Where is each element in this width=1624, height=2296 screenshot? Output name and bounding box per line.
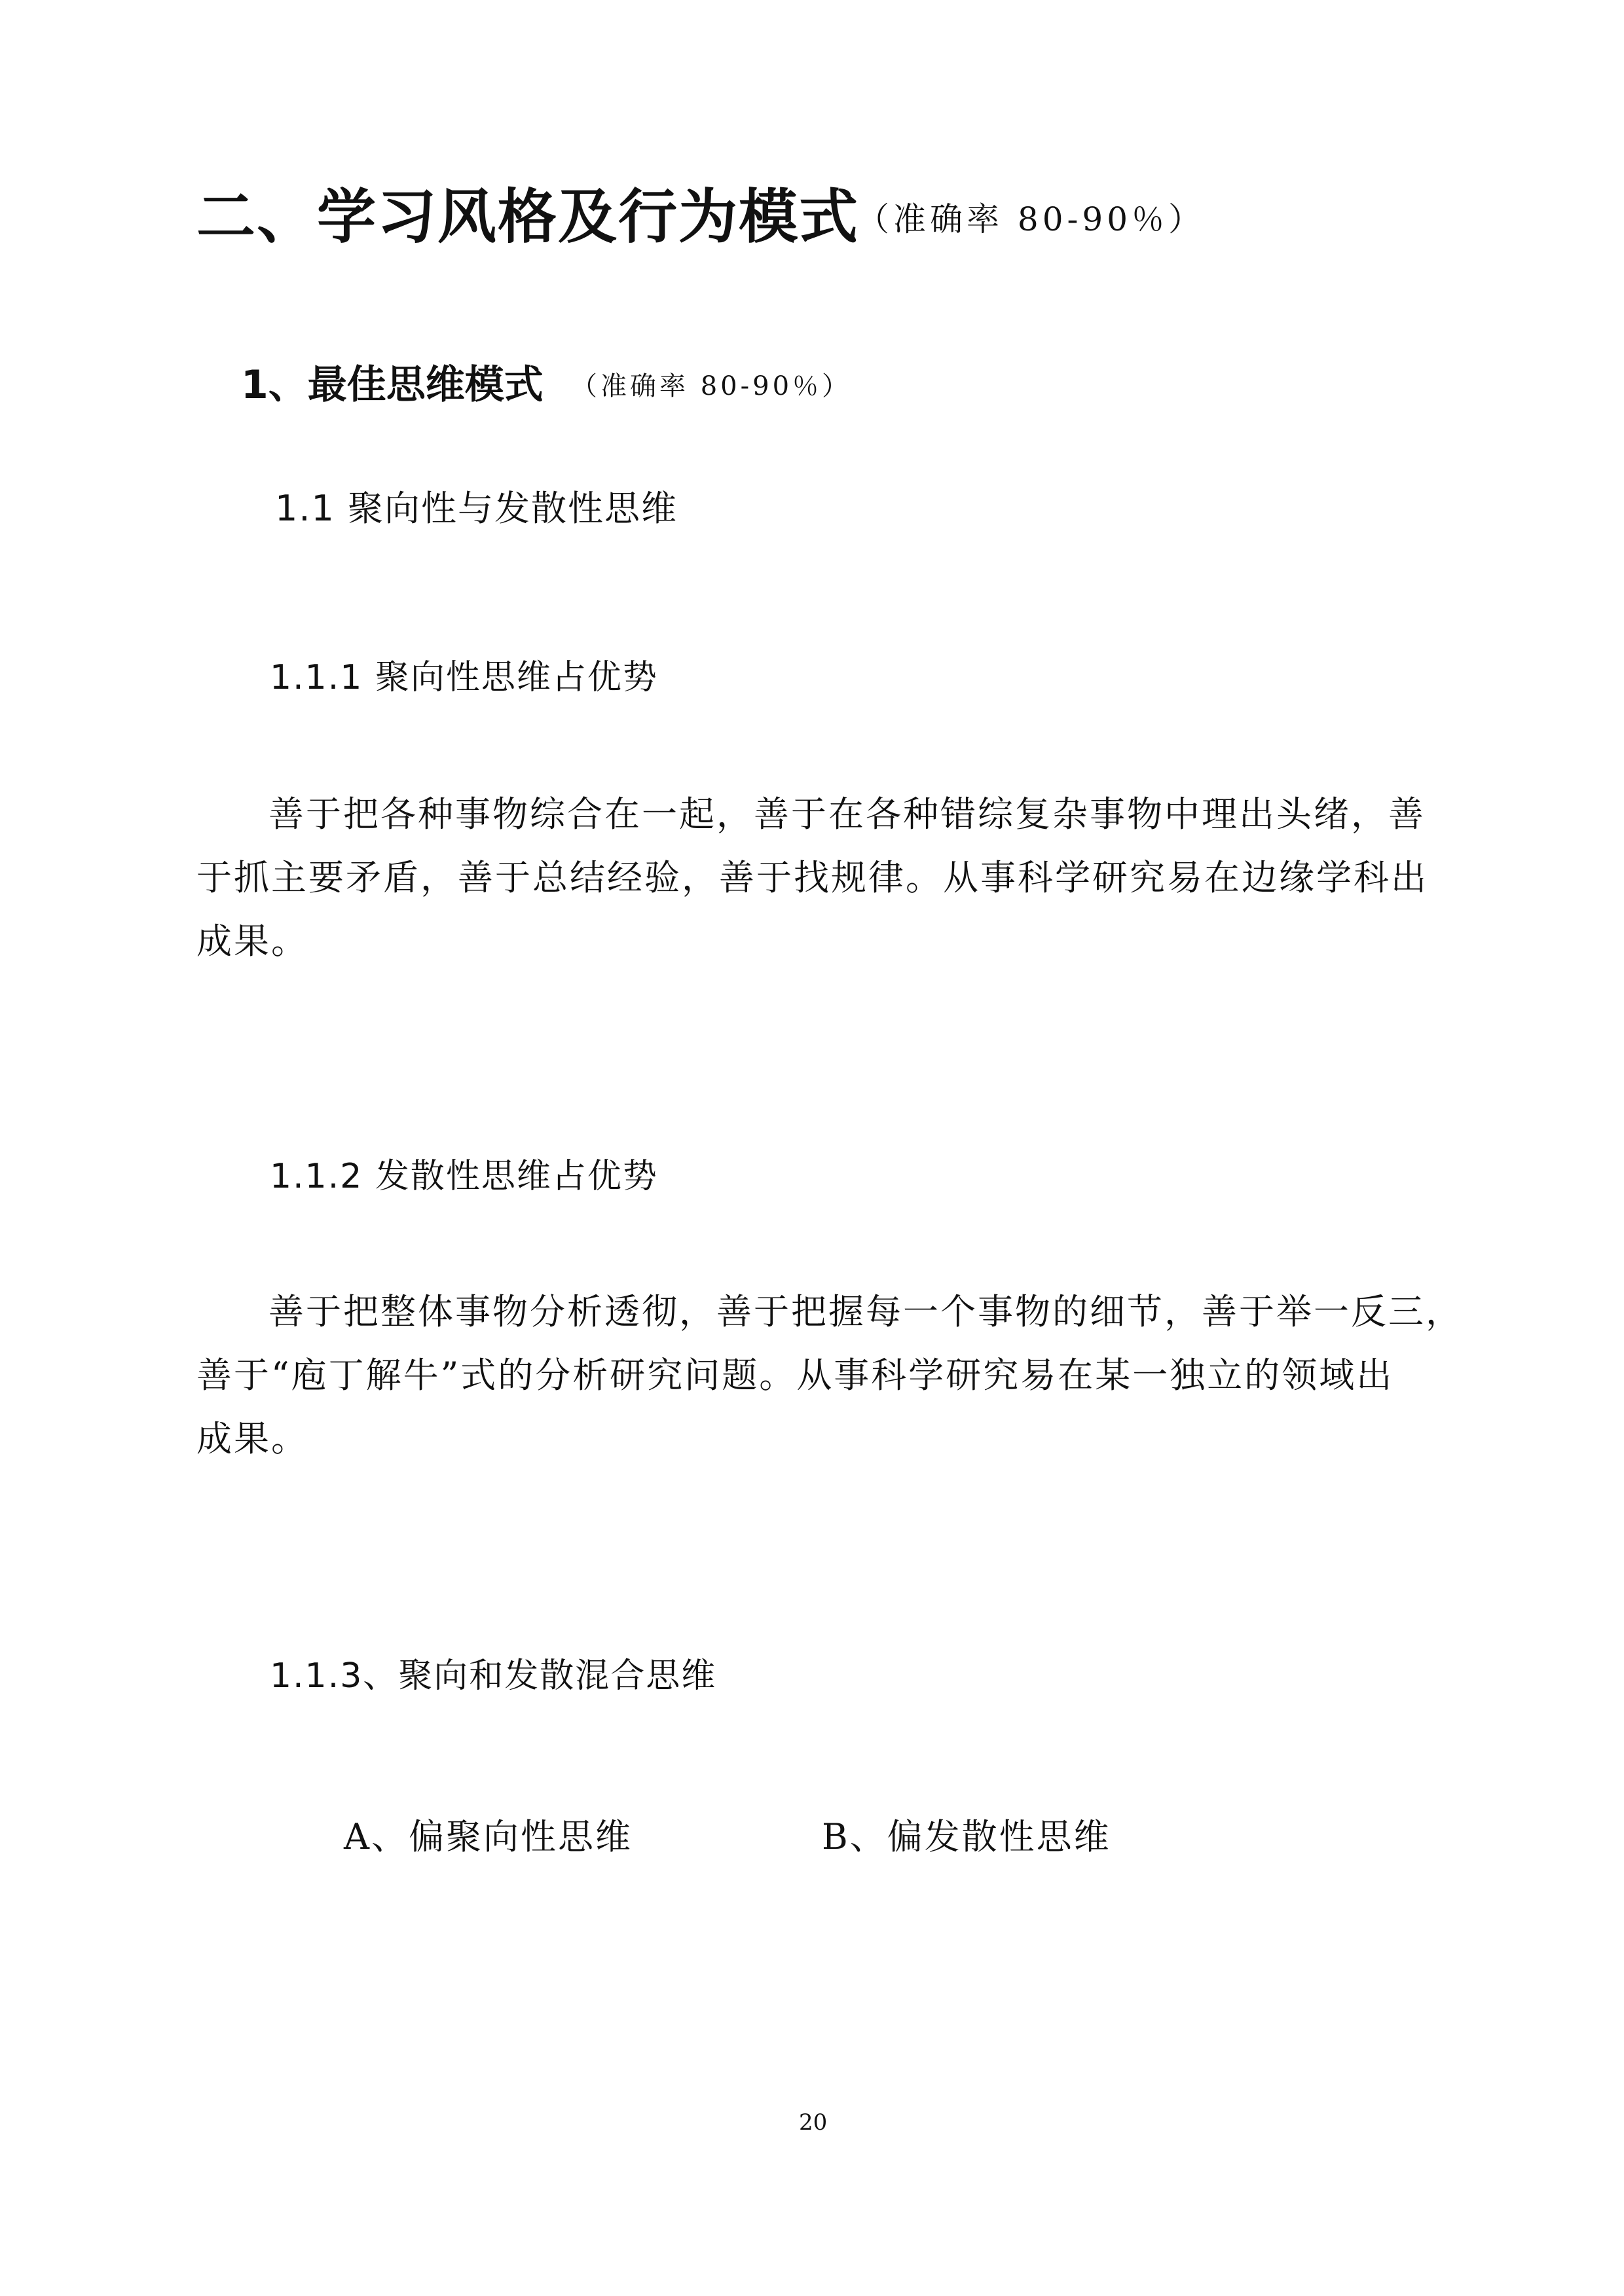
item-heading-1-1-1: 1.1.1 聚向性思维占优势 <box>270 658 658 697</box>
item-heading-1-1-2: 1.1.2 发散性思维占优势 <box>270 1157 658 1196</box>
paragraph-line: 于抓主要矛盾，善于总结经验，善于找规律。从事科学研究易在边缘学科出 <box>196 857 1428 898</box>
paragraph-line: 成果。 <box>196 920 308 962</box>
section-heading: 1、最佳思维模式 <box>241 362 544 408</box>
section-accuracy-note: （准确率 80-90％） <box>571 371 852 401</box>
item-heading-1-1-3: 1.1.3、聚向和发散混合思维 <box>270 1656 717 1696</box>
subsection-heading: 1.1 聚向性与发散性思维 <box>275 488 678 529</box>
option-a: A、偏聚向性思维 <box>344 1816 633 1857</box>
paragraph-line: 善于把整体事物分析透彻，善于把握每一个事物的细节，善于举一反三， <box>268 1291 1463 1332</box>
option-b: B、偏发散性思维 <box>822 1816 1111 1857</box>
main-heading-accuracy-note: （准确率 80-90％） <box>857 200 1206 238</box>
paragraph-line: 善于把各种事物综合在一起，善于在各种错综复杂事物中理出头绪，善 <box>268 793 1426 835</box>
page-number: 20 <box>799 2109 828 2136</box>
main-heading: 二、学习风格及行为模式 <box>196 183 859 251</box>
paragraph-line: 善于“庖丁解牛”式的分析研究问题。从事科学研究易在某一独立的领域出 <box>196 1355 1394 1396</box>
paragraph-line: 成果。 <box>196 1418 308 1459</box>
